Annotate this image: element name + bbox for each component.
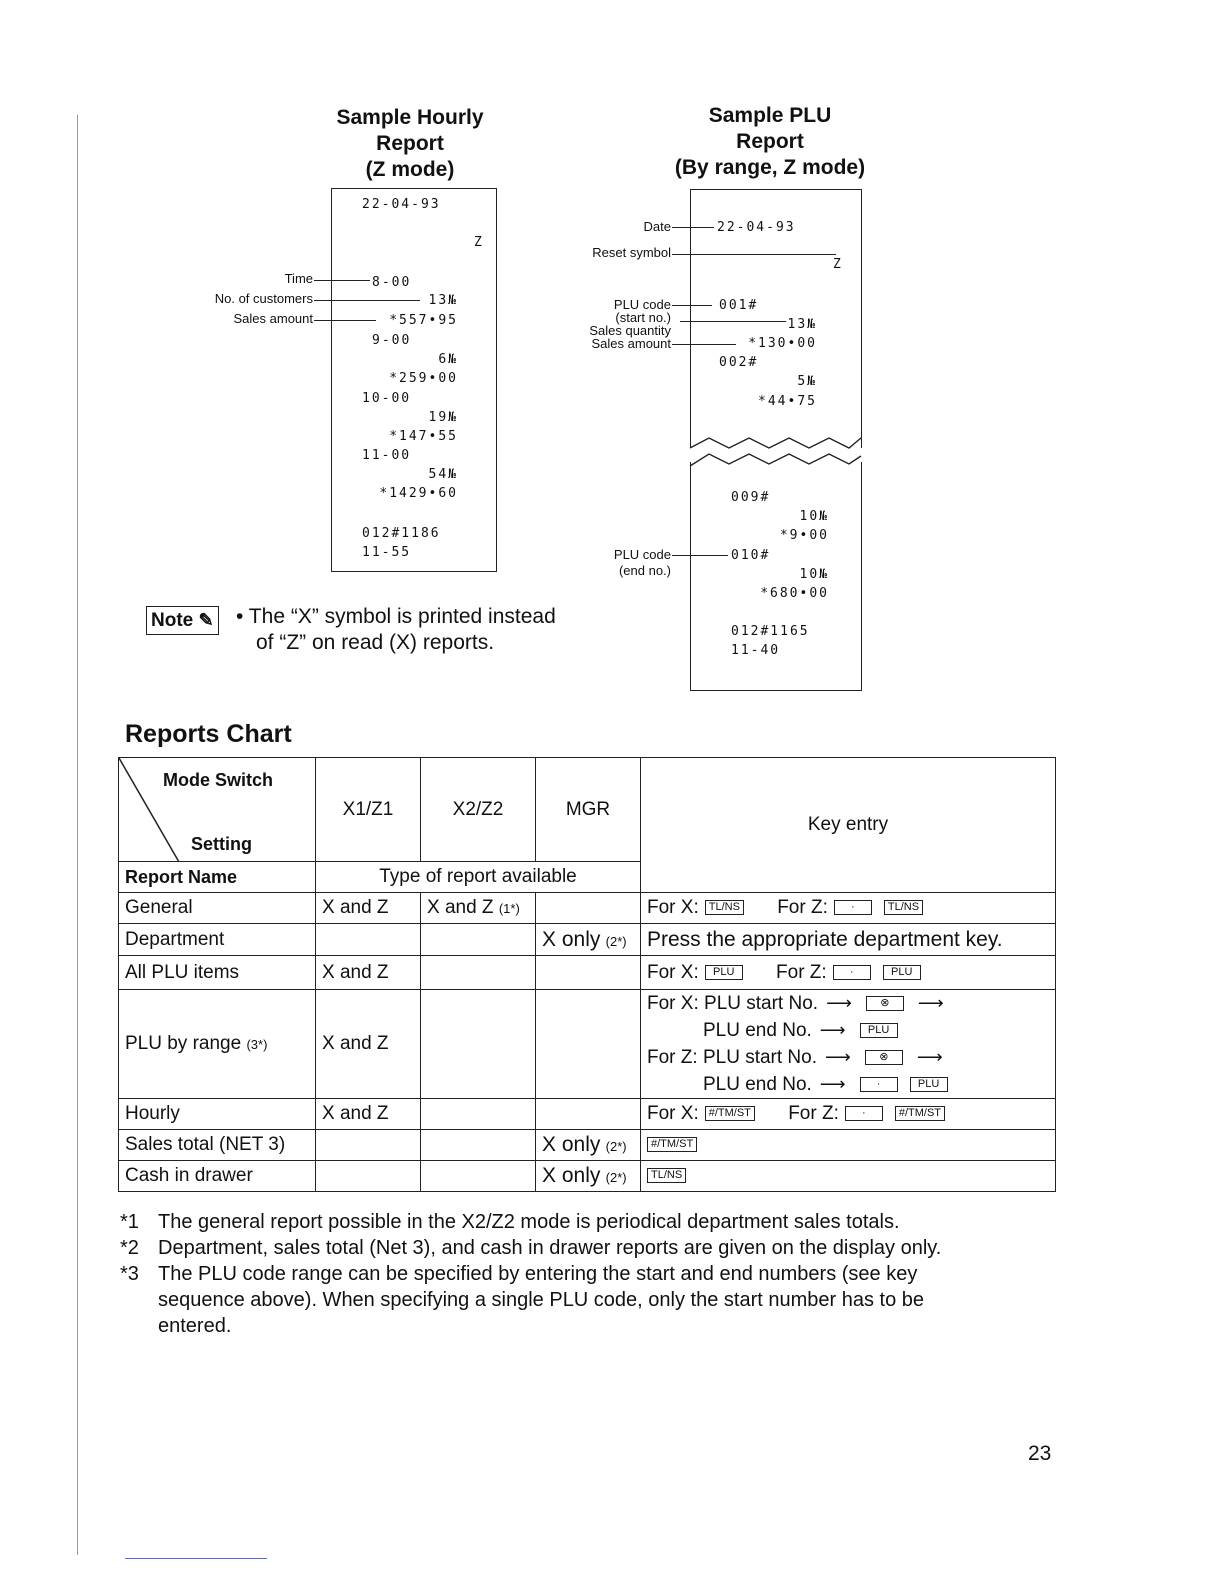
receipt-customers: 6№ [438,352,458,367]
key-entry-cell: For X: PLU start No. ⟶ ⊗ ⟶ PLU end No. ⟶ PLU For Z: PLU start No. ⟶ ⊗ ⟶ PLU end No. ⟶ · PLU [641,990,1056,1099]
chart-heading: Reports Chart [125,720,292,748]
plu-key-icon: PLU [883,965,921,980]
col-key-entry: Key entry [641,758,1056,893]
label-sales-amount: Sales amount [233,311,313,326]
dot-key-icon: · [860,1077,898,1092]
plu-qty: 5№ [797,374,817,389]
x2-cell [421,956,536,990]
plu-date: 22-04-93 [717,220,796,235]
plu-amount: *130•00 [748,336,817,351]
receipt-customers: 54№ [428,467,458,482]
receipt-customers: 19№ [428,410,458,425]
arrow-right-icon: ⟶ [819,1074,846,1094]
plu-footer-2: 11-40 [731,643,781,658]
label-sales-quantity: Sales quantity [589,323,671,338]
table-row [119,956,1056,990]
receipt-date: 22-04-93 [362,197,441,212]
plu-amount: *9•00 [779,528,829,543]
leader-line [672,254,836,255]
footnote: *1 The general report possible in the X2/Z2 mode is periodical department sales totals. [120,1211,900,1233]
leader-line [672,344,736,345]
footnote: sequence above). When specifying a single PLU code, only the start number has to be [158,1289,925,1311]
key-entry-cell [641,1161,1056,1192]
mgr-cell: X only (2*) [536,1161,641,1192]
note-badge [146,606,219,635]
receipt-time: 9-00 [372,333,412,348]
plu-qty: 10№ [799,509,829,524]
pencil-icon: ✎ [198,610,214,630]
col-x1z1: X1/Z1 [316,758,421,862]
tmst-key-icon: #/TM/ST [895,1106,945,1121]
reports-chart-table [118,757,1056,1192]
plu-key-icon: PLU [705,965,743,980]
dot-key-icon: · [833,965,871,980]
x2-cell [421,1099,536,1130]
plu-title [650,103,890,181]
leader-line [672,555,728,556]
plu-key-icon: PLU [860,1023,898,1038]
dot-key-icon: · [845,1106,883,1121]
note-line-1: • The “X” symbol is printed instead [236,605,556,628]
plu-title-line-1: Sample PLU [708,104,832,127]
plu-amount: *44•75 [758,394,817,409]
page-number: 23 [1028,1442,1052,1465]
receipt-time: 11-00 [362,448,412,463]
setting-label: Setting [191,834,252,854]
x1-cell: X and Z [316,956,421,990]
x2-cell [421,990,536,1099]
hourly-title-line-3: (Z mode) [365,158,455,181]
label-plu-code: PLU code [613,297,671,312]
x2-cell [421,1130,536,1161]
plu-amount: *680•00 [760,586,829,601]
leader-line [680,321,786,322]
dot-key-icon: · [834,900,872,915]
receipt-customers: 13№ [428,293,458,308]
tlns-key-icon: TL/NS [705,900,744,915]
mode-switch-label: Mode Switch [163,770,274,790]
receipt-mode-symbol: Z [474,235,484,250]
arrow-right-icon: ⟶ [917,993,944,1013]
hourly-title [300,105,520,183]
x1-cell [316,1161,421,1192]
footnote: *3 The PLU code range can be specified by entering the start and end numbers (see key [120,1263,918,1285]
leader-line [314,320,376,321]
key-entry-cell [641,1130,1056,1161]
mgr-cell [536,956,641,990]
receipt-amount: *259•00 [389,371,458,386]
table-row [119,1099,1056,1130]
receipt-time: 8-00 [372,275,412,290]
receipt-footer-2: 11-55 [362,545,412,560]
plu-receipt-bottom [690,462,862,691]
arrow-right-icon: ⟶ [819,1020,846,1040]
plu-mode-symbol: Z [833,257,843,272]
report-name: PLU by range (3*) [119,990,316,1099]
plu-title-line-3: (By range, Z mode) [674,156,866,179]
tlns-key-icon: TL/NS [884,900,923,915]
hourly-receipt [331,188,497,572]
mgr-cell: X only (2*) [536,1130,641,1161]
hourly-title-line-2: Report [376,132,444,155]
report-name: Sales total (NET 3) [119,1130,316,1161]
label-time: Time [284,271,313,286]
x2-cell: X and Z (1*) [421,893,536,924]
label-sales-amount: Sales amount [591,336,671,351]
table-row [119,893,1056,924]
receipt-amount: *1429•60 [379,486,458,501]
arrow-right-icon: ⟶ [825,1047,851,1067]
receipt-amount: *557•95 [389,313,458,328]
report-name-header: Report Name [119,862,316,893]
mgr-cell [536,1099,641,1130]
plu-receipt-top [690,189,862,448]
x1-cell: X and Z [316,1099,421,1130]
report-name: Cash in drawer [119,1161,316,1192]
mgr-cell: X only (2*) [536,924,641,956]
x-key-icon: ⊗ [865,1050,903,1065]
plu-code: 009# [731,490,771,505]
plu-qty: 10№ [799,567,829,582]
type-available-header: Type of report available [316,862,641,893]
leader-line [314,280,370,281]
label-end-no: (end no.) [618,563,671,578]
table-row [119,924,1056,956]
left-margin-rule [77,115,78,1555]
report-name: All PLU items [119,956,316,990]
arrow-right-icon: ⟶ [826,993,852,1013]
arrow-right-icon: ⟶ [916,1047,943,1067]
col-x2z2: X2/Z2 [421,758,536,862]
col-mgr: MGR [536,758,641,862]
plu-footer-1: 012#1165 [731,624,810,639]
table-row [119,1161,1056,1192]
hourly-title-line-1: Sample Hourly [336,106,484,129]
mgr-cell [536,990,641,1099]
leader-line [672,227,714,228]
table-row [119,1130,1056,1161]
table-row [119,990,1056,1099]
x-key-icon: ⊗ [866,996,904,1011]
receipt-footer-1: 012#1186 [362,526,441,541]
key-entry-cell: Press the appropriate department key. [641,924,1056,956]
x2-cell [421,924,536,956]
label-customers: No. of customers [214,291,313,306]
plu-code: 010# [731,548,771,563]
mgr-cell [536,893,641,924]
receipt-amount: *147•55 [389,429,458,444]
note-label: Note [151,610,194,631]
plu-code: 002# [719,355,759,370]
key-entry-cell: For X: #/TM/ST For Z: · #/TM/ST [641,1099,1056,1130]
plu-code: 001# [719,298,759,313]
report-name: Hourly [119,1099,316,1130]
tmst-key-icon: #/TM/ST [705,1106,755,1121]
label-plu-code-end: PLU code [613,547,671,562]
x1-cell: X and Z [316,990,421,1099]
plu-qty: 13№ [787,317,817,332]
note-line-2: of “Z” on read (X) reports. [256,631,495,654]
leader-line [672,305,712,306]
corner-cell [119,758,316,862]
x1-cell [316,1130,421,1161]
x1-cell: X and Z [316,893,421,924]
note-text [236,604,556,656]
report-name: General [119,893,316,924]
tlns-key-icon: TL/NS [647,1168,686,1183]
key-entry-cell: For X: PLU For Z: · PLU [641,956,1056,990]
plu-key-icon: PLU [910,1077,948,1092]
x2-cell [421,1161,536,1192]
report-name: Department [119,924,316,956]
tmst-key-icon: #/TM/ST [647,1137,697,1152]
footnote: *2 Department, sales total (Net 3), and cash in drawer reports are given on the display only. [120,1237,942,1259]
receipt-time: 10-00 [362,391,412,406]
leader-line [314,300,420,301]
label-reset-symbol: Reset symbol [592,245,671,260]
key-entry-cell: For X: TL/NS For Z: · TL/NS [641,893,1056,924]
x1-cell [316,924,421,956]
footnote: entered. [158,1315,232,1337]
bottom-rule [125,1558,267,1559]
label-date: Date [643,219,671,234]
label-start-no: (start no.) [615,310,671,325]
plu-title-line-2: Report [736,130,804,153]
